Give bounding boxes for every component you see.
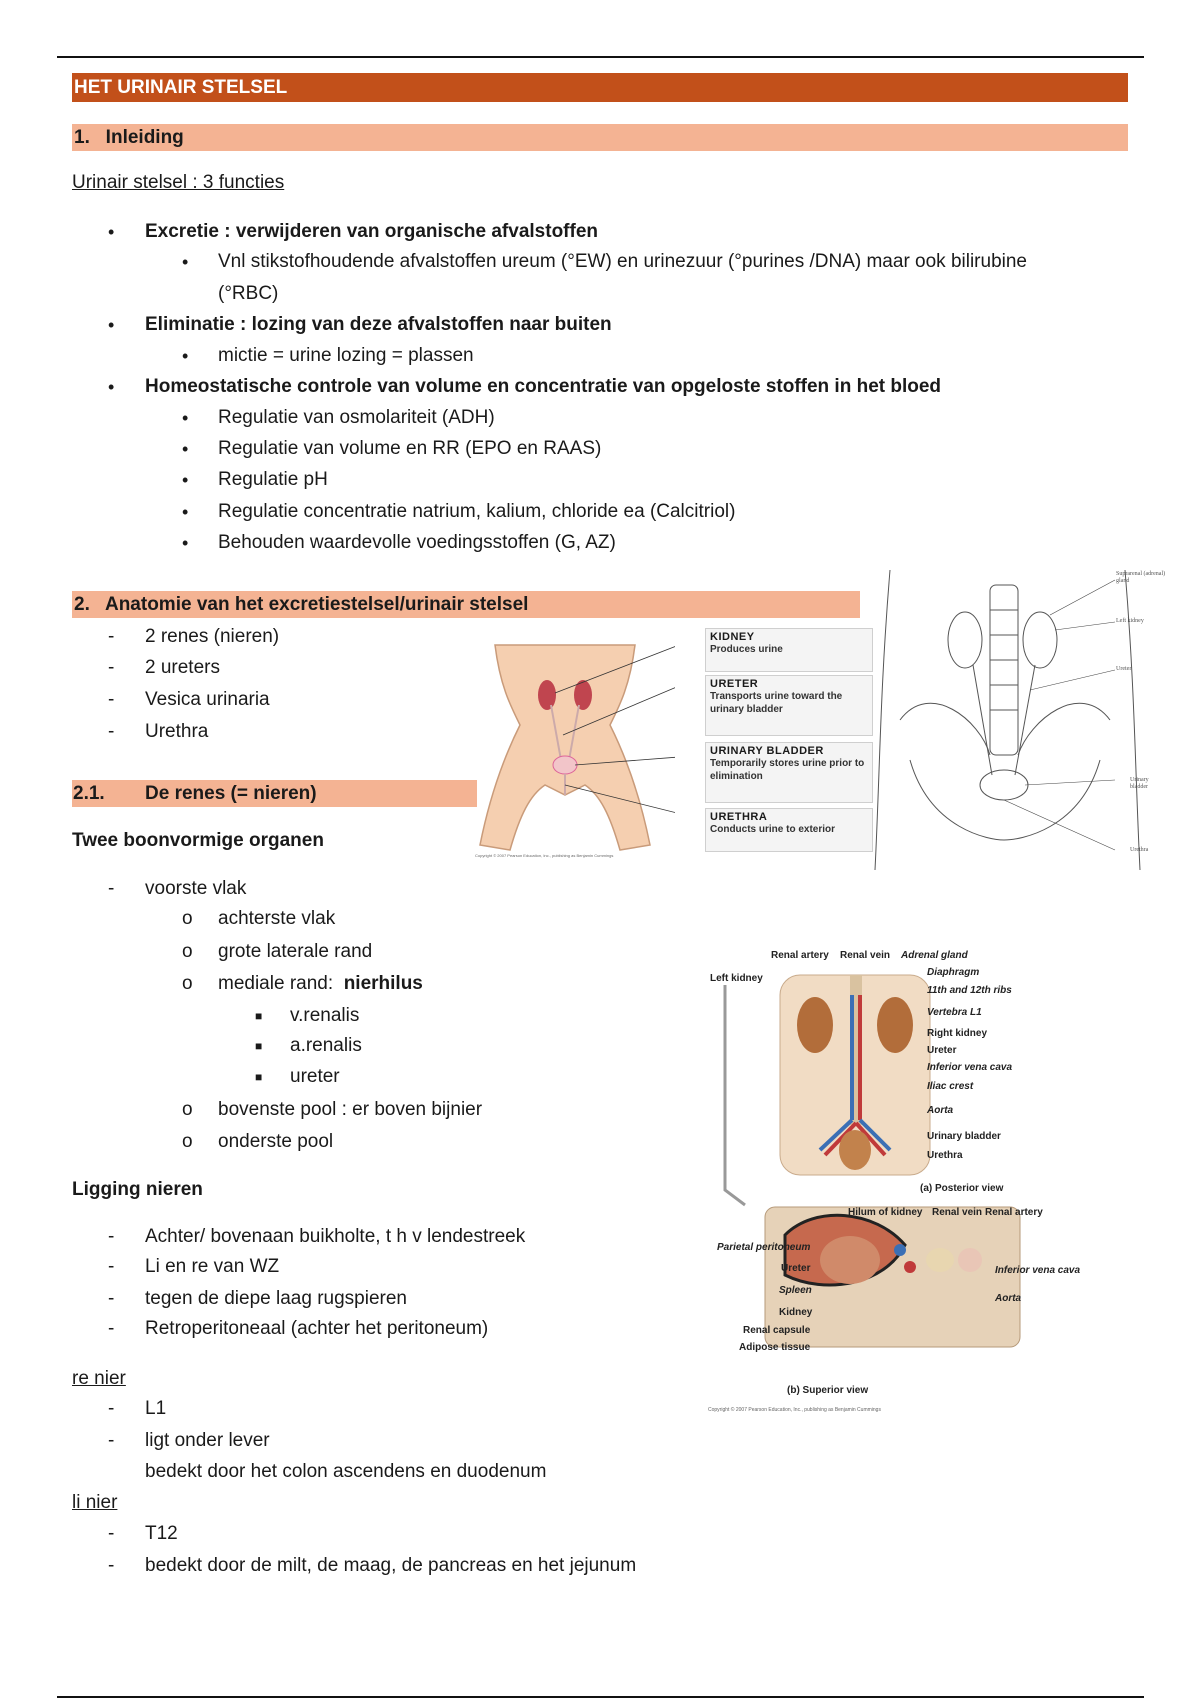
section21-intro: Twee boonvormige organen	[72, 830, 324, 851]
list-item: bedekt door het colon ascendens en duodenum	[145, 1461, 547, 1482]
list-item: Regulatie pH	[218, 469, 328, 490]
list-item: Retroperitoneaal (achter het peritoneum)	[145, 1318, 489, 1339]
posterior-view-illustration	[705, 945, 1085, 1425]
caption-text: Temporarily stores urine prior to elimination	[710, 758, 865, 782]
caption-title: URETER	[710, 678, 759, 690]
urinary-system-figure	[475, 625, 865, 865]
label: Iliac crest	[927, 1081, 974, 1092]
list-item: Vesica urinaria	[145, 689, 270, 710]
label: Left kidney	[710, 973, 763, 984]
dash: -	[108, 878, 115, 899]
label: Ureter	[927, 1045, 957, 1056]
list-item: v.renalis	[290, 1005, 360, 1026]
list-item: T12	[145, 1523, 178, 1544]
square-bullet: ■	[255, 1009, 263, 1023]
list-item: 2 renes (nieren)	[145, 626, 280, 647]
circle-bullet: o	[182, 1099, 193, 1120]
section2-heading: 2. Anatomie van het excretiestelsel/urinair stelsel	[74, 594, 529, 615]
list-item: Regulatie concentratie natrium, kalium, chloride ea (Calcitriol)	[218, 501, 736, 522]
figure3-copyright: Copyright © 2007 Pearson Education, Inc., publishing as Benjamin Cummings	[708, 1407, 881, 1413]
label: Renal vein	[932, 1207, 983, 1218]
bullet-dot: •	[182, 408, 189, 428]
caption: (b) Superior view	[787, 1385, 869, 1396]
label: Vertebra L1	[927, 1007, 982, 1018]
bullet-dot: •	[182, 252, 189, 272]
bullet-dot: •	[182, 470, 189, 490]
bullet-dot: •	[182, 346, 189, 366]
label: Urethra	[1130, 847, 1149, 853]
section2-heading-bar	[72, 591, 860, 618]
section21-heading: De renes (= nieren)	[145, 783, 317, 804]
label: Urinary bladder	[927, 1131, 1001, 1142]
list-item: ligt onder lever	[145, 1430, 270, 1451]
dash: -	[108, 1398, 115, 1419]
dash: -	[108, 626, 115, 647]
label: Adrenal gland	[901, 950, 968, 961]
list-item	[218, 972, 423, 996]
skeleton-line-drawing	[870, 570, 1170, 870]
bullet-dot: •	[108, 315, 115, 335]
label: Kidney	[779, 1307, 813, 1318]
label: Right kidney	[927, 1028, 988, 1039]
label: Diaphragm	[927, 967, 980, 978]
circle-bullet: o	[182, 973, 193, 994]
square-bullet: ■	[255, 1070, 263, 1084]
dash: -	[108, 689, 115, 710]
label: Adipose tissue	[739, 1342, 811, 1353]
section1-subheading: Urinair stelsel : 3 functies	[72, 172, 285, 193]
list-item: grote laterale rand	[218, 941, 373, 962]
list-item: (°RBC)	[218, 283, 279, 304]
list-item: Regulatie van volume en RR (EPO en RAAS)	[218, 438, 602, 459]
bullet-dot: •	[182, 502, 189, 522]
ligging-heading: Ligging nieren	[72, 1179, 203, 1200]
list-item: Vnl stikstofhoudende afvalstoffen ureum (°EW) en urinezuur (°purines /DNA) maar ook bilirubine	[218, 251, 1028, 272]
section1-heading-bar	[72, 124, 1128, 151]
bladder-caption	[705, 742, 873, 803]
kidney-caption	[705, 628, 873, 672]
list-item: Li en re van WZ	[145, 1256, 280, 1277]
label: 11th and 12th ribs	[927, 985, 1012, 996]
body-illustration	[475, 625, 675, 865]
ureter-caption	[705, 675, 873, 736]
label: Left kidney	[1116, 618, 1144, 624]
circle-bullet: o	[182, 941, 193, 962]
dash: -	[108, 1318, 115, 1339]
list-item: 2 ureters	[145, 657, 220, 678]
circle-bullet: o	[182, 1131, 193, 1152]
label: Urinary bladder	[1130, 777, 1149, 790]
urethra-caption	[705, 808, 873, 852]
section21-number: 2.1.	[73, 783, 105, 804]
list-item: Excretie : verwijderen van organische afvalstoffen	[145, 221, 599, 242]
label: Renal artery	[771, 950, 829, 961]
label: Spleen	[779, 1285, 812, 1296]
label: Inferior vena cava	[995, 1265, 1081, 1276]
dash: -	[108, 1288, 115, 1309]
label: Ureter	[781, 1263, 811, 1274]
bullet-dot: •	[108, 222, 115, 242]
label: Renal artery	[985, 1207, 1043, 1218]
bullet-dot: •	[182, 439, 189, 459]
label: Aorta	[927, 1105, 954, 1116]
urinary-line-drawing	[870, 570, 1170, 870]
re-nier-heading: re nier	[72, 1368, 126, 1389]
label: Renal capsule	[743, 1325, 811, 1336]
li-nier-heading: li nier	[72, 1492, 118, 1513]
circle-bullet: o	[182, 908, 193, 929]
document-title: HET URINAIR STELSEL	[74, 77, 288, 98]
list-item: ureter	[290, 1066, 340, 1087]
caption-text: Conducts urine to exterior	[710, 824, 836, 835]
caption-title: URINARY BLADDER	[710, 745, 824, 757]
bullet-dot: •	[182, 533, 189, 553]
title-bar	[72, 73, 1128, 102]
dash: -	[108, 1555, 115, 1576]
label: Suprarenal (adrenal) gland	[1116, 571, 1166, 584]
caption-text: Transports urine toward the urinary bladder	[710, 691, 843, 715]
figure1-copyright: Copyright © 2007 Pearson Education, Inc., publishing as Benjamin Cummings	[475, 853, 614, 858]
caption-title: KIDNEY	[710, 631, 755, 643]
list-item: bovenste pool : er boven bijnier	[218, 1099, 483, 1120]
list-item: L1	[145, 1398, 167, 1419]
list-item: onderste pool	[218, 1131, 334, 1152]
dash: -	[108, 1226, 115, 1247]
list-item: Homeostatische controle van volume en concentratie van opgeloste stoffen in het bloed	[145, 376, 942, 397]
caption-text: Produces urine	[710, 644, 783, 655]
dash: -	[108, 1256, 115, 1277]
label: Hilum of kidney	[848, 1207, 923, 1218]
label: Aorta	[995, 1293, 1022, 1304]
dash: -	[108, 1523, 115, 1544]
nierhilus-term: nierhilus	[343, 973, 423, 994]
list-item: Regulatie van osmolariteit (ADH)	[218, 407, 495, 428]
list-item: voorste vlak	[145, 878, 247, 899]
list-item: mictie = urine lozing = plassen	[218, 345, 474, 366]
dash: -	[108, 721, 115, 742]
kidney-position-figure	[705, 945, 1085, 1425]
top-rule	[57, 56, 1144, 58]
section1-heading: 1. Inleiding	[74, 127, 184, 148]
list-item: Achter/ bovenaan buikholte, t h v lendestreek	[145, 1226, 526, 1247]
list-item: tegen de diepe laag rugspieren	[145, 1288, 407, 1309]
label: Renal vein	[840, 950, 891, 961]
list-item: Urethra	[145, 721, 209, 742]
mediale-rand-label: mediale rand:	[218, 973, 334, 994]
dash: -	[108, 657, 115, 678]
label: Urethra	[927, 1150, 963, 1161]
caption: (a) Posterior view	[920, 1183, 1004, 1194]
list-item: Behouden waardevolle voedingsstoffen (G, AZ)	[218, 532, 616, 553]
list-item: Eliminatie : lozing van deze afvalstoffen naar buiten	[145, 314, 612, 335]
list-item: a.renalis	[290, 1035, 362, 1056]
label: Ureter	[1116, 666, 1132, 672]
list-item: bedekt door de milt, de maag, de pancreas en het jejunum	[145, 1555, 637, 1576]
dash: -	[108, 1430, 115, 1451]
bottom-rule	[57, 1696, 1144, 1698]
bullet-dot: •	[108, 377, 115, 397]
list-item: achterste vlak	[218, 908, 336, 929]
label: Parietal peritoneum	[717, 1242, 811, 1253]
square-bullet: ■	[255, 1039, 263, 1053]
label: Inferior vena cava	[927, 1062, 1013, 1073]
caption-title: URETHRA	[710, 811, 768, 823]
